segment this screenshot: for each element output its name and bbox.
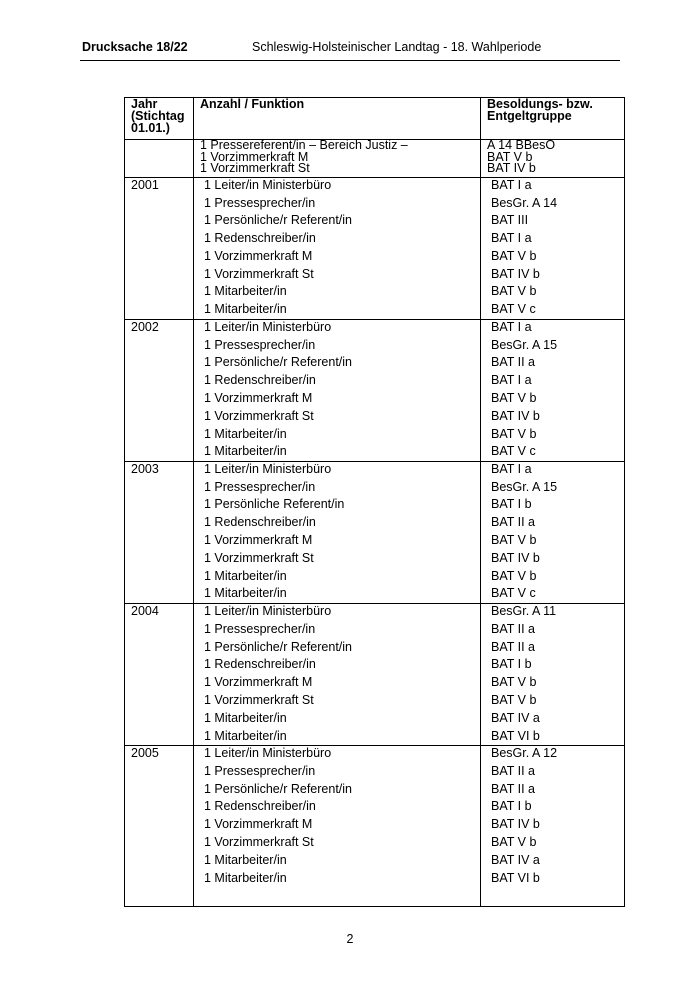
grade-line: BesGr. A 15 xyxy=(491,337,558,352)
grade-line: BAT IV b xyxy=(491,408,540,423)
grade-line: BAT I b xyxy=(491,497,532,512)
grade-line: BAT V b xyxy=(491,692,537,707)
function-line: 1 Pressesprecher/in xyxy=(204,195,316,210)
year-cell: 2002 xyxy=(125,320,194,462)
function-line: 1 Persönliche/r Referent/in xyxy=(204,213,352,228)
grade-line: BesGr. A 11 xyxy=(491,604,557,619)
function-line: 1 Pressereferent/in – Bereich Justiz – xyxy=(200,138,408,152)
grade-line: BAT IV b xyxy=(491,817,540,832)
grade-line: BAT I a xyxy=(491,373,532,388)
function-line: 1 Vorzimmerkraft St xyxy=(204,692,314,707)
pre-function-cell xyxy=(194,140,481,178)
year-cell: 2003 xyxy=(125,462,194,604)
function-cell xyxy=(194,178,481,320)
grade-line: BAT VI b xyxy=(491,870,540,885)
grade-line: BAT V b xyxy=(491,533,537,548)
grade-line: A 14 BBesO xyxy=(487,138,556,152)
header-year-line: Jahr xyxy=(131,97,158,111)
function-line: 1 Mitarbeiter/in xyxy=(204,284,287,299)
table-row xyxy=(125,604,625,746)
header-year-line: (Stichtag xyxy=(131,109,185,123)
function-cell xyxy=(194,462,481,604)
grade-line: BesGr. A 14 xyxy=(491,195,558,210)
function-line: 1 Mitarbeiter/in xyxy=(204,586,287,601)
grade-line: BAT III xyxy=(491,213,529,228)
function-line: 1 Pressesprecher/in xyxy=(204,621,316,636)
function-line: 1 Pressesprecher/in xyxy=(204,337,316,352)
table-row xyxy=(125,178,625,320)
grade-line: BAT I b xyxy=(491,799,532,814)
function-line: 1 Persönliche/r Referent/in xyxy=(204,355,352,370)
table-row xyxy=(125,320,625,462)
function-line: 1 Persönliche/r Referent/in xyxy=(204,781,352,796)
grade-line: BAT IV a xyxy=(491,852,540,867)
function-line: 1 Pressesprecher/in xyxy=(204,479,316,494)
function-line: 1 Vorzimmerkraft M xyxy=(204,533,313,548)
table-row-pre xyxy=(125,140,625,178)
grade-line: BAT II a xyxy=(491,621,536,636)
grade-line: BAT V b xyxy=(491,426,537,441)
grade-line: BAT I a xyxy=(491,462,532,477)
grade-cell xyxy=(481,178,625,320)
function-line: 1 Mitarbeiter/in xyxy=(204,852,287,867)
function-line: 1 Mitarbeiter/in xyxy=(204,728,287,743)
grade-line: BAT V c xyxy=(491,444,536,459)
grade-line: BAT V b xyxy=(491,675,537,690)
grade-line: BAT V c xyxy=(491,302,536,317)
function-line: 1 Persönliche Referent/in xyxy=(204,497,345,512)
grade-line: BAT V b xyxy=(491,284,537,299)
grade-line: BAT I a xyxy=(491,178,532,192)
function-line: 1 Mitarbeiter/in xyxy=(204,444,287,459)
grade-line: BAT II a xyxy=(491,355,536,370)
grade-line: BAT V c xyxy=(491,586,536,601)
function-line: 1 Vorzimmerkraft St xyxy=(204,408,314,423)
function-line: 1 Persönliche/r Referent/in xyxy=(204,639,352,654)
function-line: 1 Vorzimmerkraft M xyxy=(204,675,313,690)
function-line: 1 Vorzimmerkraft St xyxy=(200,161,310,175)
function-line: 1 Mitarbeiter/in xyxy=(204,426,287,441)
year-cell: 2005 xyxy=(125,746,194,907)
grade-line: BAT V b xyxy=(491,835,537,849)
year-cell: 2001 xyxy=(125,178,194,320)
function-line: 1 Leiter/in Ministerbüro xyxy=(204,746,332,761)
function-line: 1 Vorzimmerkraft M xyxy=(204,390,313,405)
function-line: 1 Leiter/in Ministerbüro xyxy=(204,178,332,192)
function-line: 1 Vorzimmerkraft M xyxy=(200,149,309,164)
function-line: 1 Vorzimmerkraft St xyxy=(204,835,314,849)
grade-line: BAT IV b xyxy=(491,550,540,565)
grade-cell xyxy=(481,320,625,462)
function-line: 1 Vorzimmerkraft St xyxy=(204,550,314,565)
grade-cell xyxy=(481,746,625,907)
grade-line: BAT II a xyxy=(491,763,536,778)
grade-line: BAT II a xyxy=(491,781,536,796)
function-line: 1 Leiter/in Ministerbüro xyxy=(204,604,332,619)
header-grade-line: Entgeltgruppe xyxy=(487,109,572,123)
function-line: 1 Vorzimmerkraft M xyxy=(204,248,313,263)
header-title: Schleswig-Holsteinischer Landtag - 18. Wahlperiode xyxy=(252,40,542,54)
function-line: 1 Redenschreiber/in xyxy=(204,231,316,246)
header-function xyxy=(194,98,481,140)
function-line: 1 Mitarbeiter/in xyxy=(204,302,287,317)
document-number: Drucksache 18/22 xyxy=(82,40,188,54)
function-line: 1 Mitarbeiter/in xyxy=(204,568,287,583)
function-line: 1 Redenschreiber/in xyxy=(204,799,316,814)
function-line: 1 Redenschreiber/in xyxy=(204,515,316,530)
grade-line: BAT I a xyxy=(491,231,532,246)
year-cell: 2004 xyxy=(125,604,194,746)
function-line: 1 Redenschreiber/in xyxy=(204,373,316,388)
function-cell xyxy=(194,604,481,746)
staff-table xyxy=(124,97,625,907)
grade-line: BAT V b xyxy=(491,390,537,405)
grade-line: BAT IV a xyxy=(491,710,540,725)
table-row xyxy=(125,462,625,604)
header-divider xyxy=(80,60,620,61)
pre-grade-cell xyxy=(481,140,625,178)
function-cell xyxy=(194,320,481,462)
grade-line: BAT IV b xyxy=(491,266,540,281)
page-number: 2 xyxy=(346,932,354,946)
header-grade-line: Besoldungs- bzw. xyxy=(487,97,593,111)
function-line: 1 Mitarbeiter/in xyxy=(204,870,287,885)
grade-line: BAT I b xyxy=(491,657,532,672)
grade-line: BesGr. A 15 xyxy=(491,479,558,494)
grade-line: BAT I a xyxy=(491,320,532,335)
grade-line: BAT II a xyxy=(491,639,536,654)
function-line: 1 Vorzimmerkraft M xyxy=(204,817,313,832)
header-function-line: Anzahl / Funktion xyxy=(200,97,305,111)
table-header-row xyxy=(125,98,625,140)
grade-line: BAT II a xyxy=(491,515,536,530)
function-line: 1 Mitarbeiter/in xyxy=(204,710,287,725)
grade-cell xyxy=(481,604,625,746)
grade-line: BAT V b xyxy=(491,248,537,263)
grade-line: BAT V b xyxy=(487,149,533,164)
header-year-line: 01.01.) xyxy=(131,121,170,135)
function-line: 1 Vorzimmerkraft St xyxy=(204,266,314,281)
grade-line: BAT IV b xyxy=(487,161,536,175)
function-line: 1 Pressesprecher/in xyxy=(204,763,316,778)
function-line: 1 Redenschreiber/in xyxy=(204,657,316,672)
header-year xyxy=(125,98,194,140)
function-line: 1 Leiter/in Ministerbüro xyxy=(204,320,332,335)
grade-cell xyxy=(481,462,625,604)
grade-line: BesGr. A 12 xyxy=(491,746,558,761)
function-cell xyxy=(194,746,481,907)
header-grade xyxy=(481,98,625,140)
pre-year-cell xyxy=(125,140,194,178)
function-line: 1 Leiter/in Ministerbüro xyxy=(204,462,332,477)
grade-line: BAT V b xyxy=(491,568,537,583)
grade-line: BAT VI b xyxy=(491,728,540,743)
table-row xyxy=(125,746,625,907)
